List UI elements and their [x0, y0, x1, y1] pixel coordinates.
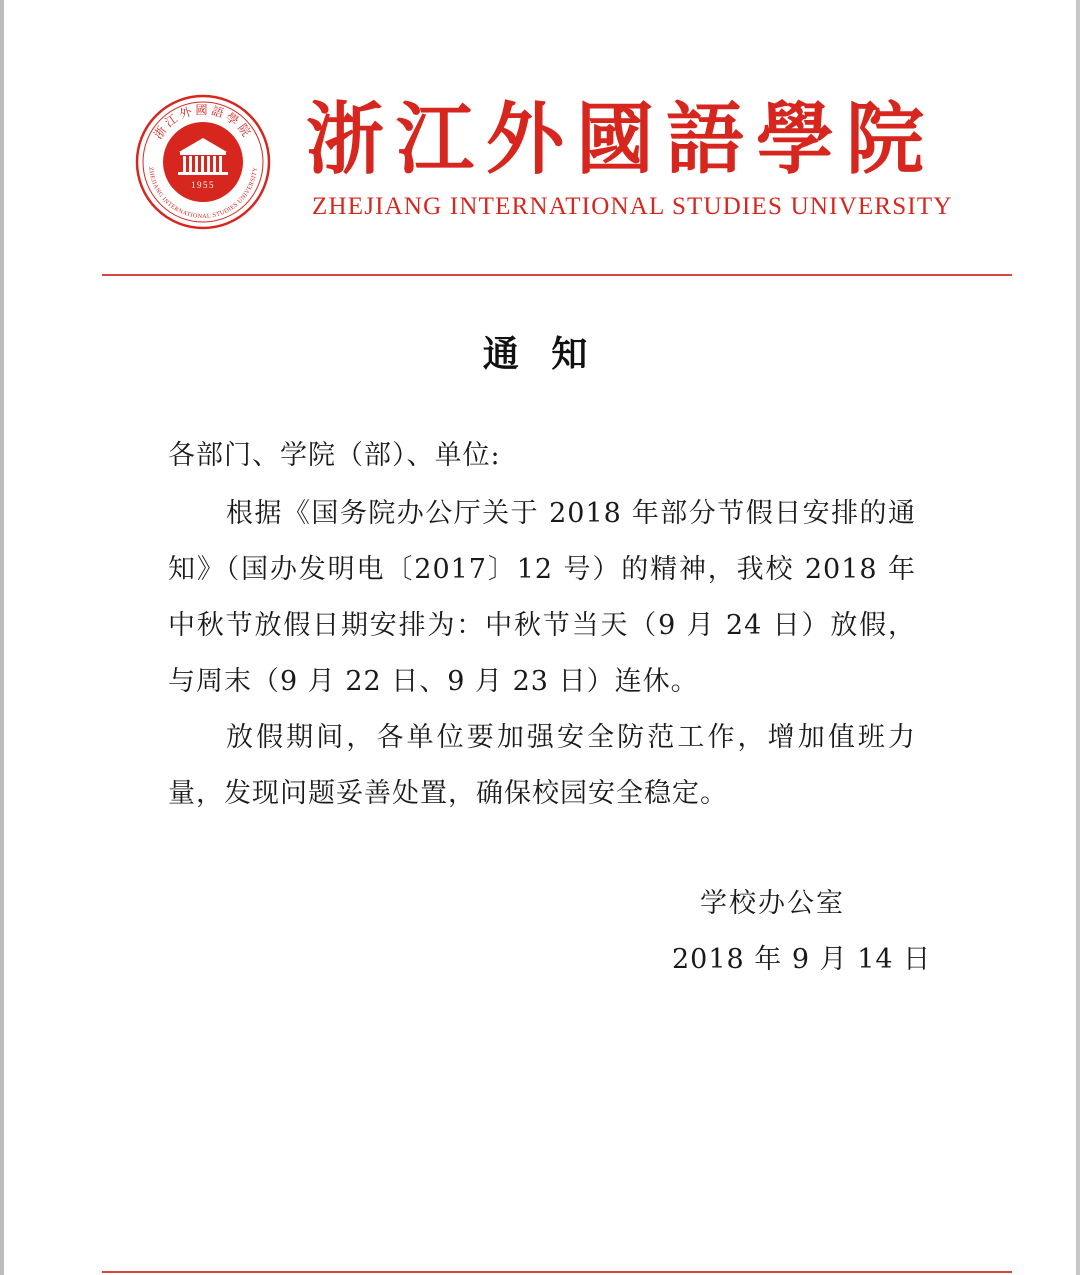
page-edge-left	[0, 0, 4, 1275]
notice-title: 通 知	[482, 334, 598, 375]
university-seal-logo	[135, 94, 271, 230]
seal-ring-text-top: 浙江外國語學院	[150, 103, 256, 142]
footer-divider	[102, 1271, 1012, 1273]
header-divider	[102, 274, 1012, 276]
university-name-chinese: 浙江外國語學院	[306, 94, 937, 185]
seal-ring-text-bottom: ZHEJIANG INTERNATIONAL STUDIES UNIVERSITY	[147, 166, 259, 221]
notice-paragraph-2: 放假期间，各单位要加强安全防范工作，增加值班力量，发现问题妥善处置，确保校园安全稳定。	[168, 722, 916, 809]
notice-signature: 学校办公室	[700, 888, 845, 919]
notice-date: 2018 年 9 月 14 日	[672, 944, 932, 975]
notice-paragraph-1: 根据《国务院办公厅关于 2018 年部分节假日安排的通知》（国办发明电〔2017〕12 号）的精神，我校 2018 年中秋节放假日期安排为：中秋节当天（9 月 24 日）放假，与周末（9 月 22 日、9 月 23 日）连休。	[168, 498, 916, 697]
seal-year: 1955	[191, 180, 215, 190]
university-name-english: ZHEJIANG INTERNATIONAL STUDIES UNIVERSITY	[312, 193, 953, 220]
notice-salutation: 各部门、学院（部）、单位:	[168, 440, 501, 471]
page-edge-right	[1076, 0, 1080, 1275]
